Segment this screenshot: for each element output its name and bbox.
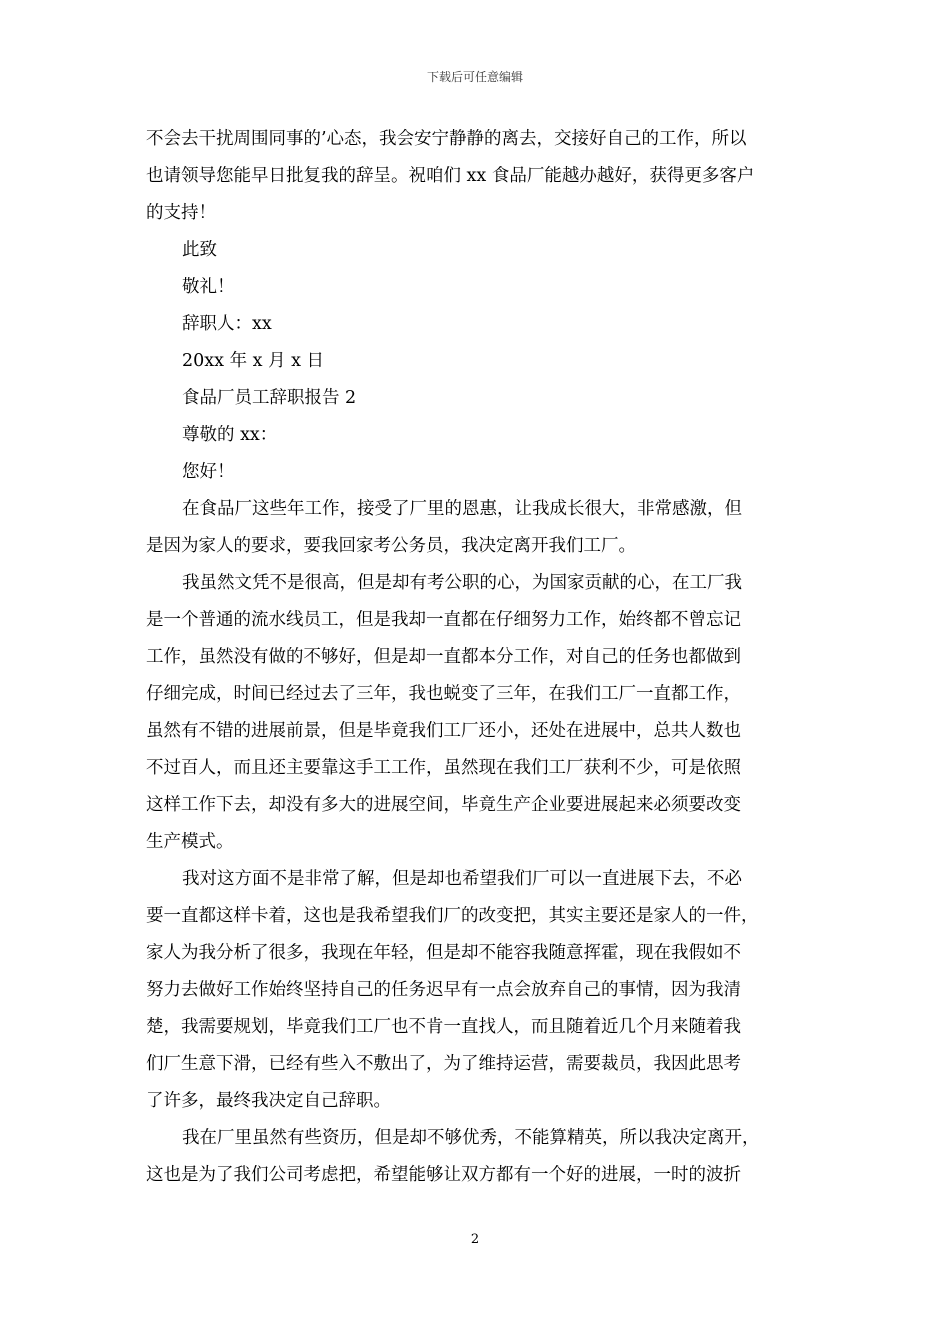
- closing-respect: 敬礼！: [182, 277, 235, 297]
- text-line: 是因为家人的要求，要我回家考公务员，我决定离开我们工厂。: [146, 536, 636, 556]
- text-line: 工作，虽然没有做的不够好，但是却一直都本分工作，对自己的任务也都做到: [146, 647, 741, 667]
- text-line: 这也是为了我们公司考虑把，希望能够让双方都有一个好的进展，一时的波折: [146, 1165, 741, 1185]
- signature-line: 辞职人：xx: [182, 314, 272, 334]
- text-line: 是一个普通的流水线员工，但是我却一直都在仔细努力工作，始终都不曾忘记: [146, 610, 741, 630]
- text-line: 不会去干扰周围同事的’心态，我会安宁静静的离去，交接好自己的工作，所以: [146, 129, 747, 149]
- paragraph-first-line: 我虽然文凭不是很高，但是却有考公职的心，为国家贡献的心，在工厂我: [182, 573, 742, 593]
- text-line: 努力去做好工作始终坚持自己的任务迟早有一点会放弃自己的事情，因为我清: [146, 980, 741, 1000]
- text-line: 不过百人，而且还主要靠这手工工作，虽然现在我们工厂获利不少，可是依照: [146, 758, 741, 778]
- text-line: 要一直都这样卡着，这也是我希望我们厂的改变把，其实主要还是家人的一件，: [146, 906, 759, 926]
- text-line: 楚，我需要规划，毕竟我们工厂也不肯一直找人，而且随着近几个月来随着我: [146, 1017, 741, 1037]
- text-line: 的支持！: [146, 203, 216, 223]
- paragraph-first-line: 在食品厂这些年工作，接受了厂里的恩惠，让我成长很大，非常感激，但: [182, 499, 742, 519]
- page-header: 下载后可任意编辑: [426, 70, 523, 84]
- text-line: 这样工作下去，却没有多大的进展空间，毕竟生产企业要进展起来必须要改变: [146, 795, 741, 815]
- text-line: 也请领导您能早日批复我的辞呈。祝咱们 xx 食品厂能越办越好，获得更多客户: [146, 166, 755, 186]
- text-line: 们厂生意下滑，已经有些入不敷出了，为了维持运营，需要裁员，我因此思考: [146, 1054, 741, 1074]
- section-title: 食品厂员工辞职报告 2: [182, 388, 357, 408]
- closing-salutation: 此致: [182, 240, 217, 260]
- page-number: 2: [470, 1232, 480, 1247]
- document-body: [146, 121, 806, 1194]
- text-line: 仔细完成，时间已经过去了三年，我也蜕变了三年，在我们工厂一直都工作，: [146, 684, 741, 704]
- text-line: 生产模式。: [146, 832, 234, 852]
- paragraph-first-line: 我在厂里虽然有些资历，但是却不够优秀，不能算精英，所以我决定离开，: [182, 1128, 760, 1148]
- text-line: 家人为我分析了很多，我现在年轻，但是却不能容我随意挥霍，现在我假如不: [146, 943, 741, 963]
- salutation: 尊敬的 xx：: [182, 425, 278, 445]
- greeting: 您好！: [182, 462, 235, 482]
- paragraph-first-line: 我对这方面不是非常了解，但是却也希望我们厂可以一直进展下去，不必: [182, 869, 742, 889]
- text-line: 虽然有不错的进展前景，但是毕竟我们工厂还小，还处在进展中，总共人数也: [146, 721, 741, 741]
- date-line: 20xx 年 x 月 x 日: [182, 351, 325, 371]
- text-line: 了许多，最终我决定自己辞职。: [146, 1091, 391, 1111]
